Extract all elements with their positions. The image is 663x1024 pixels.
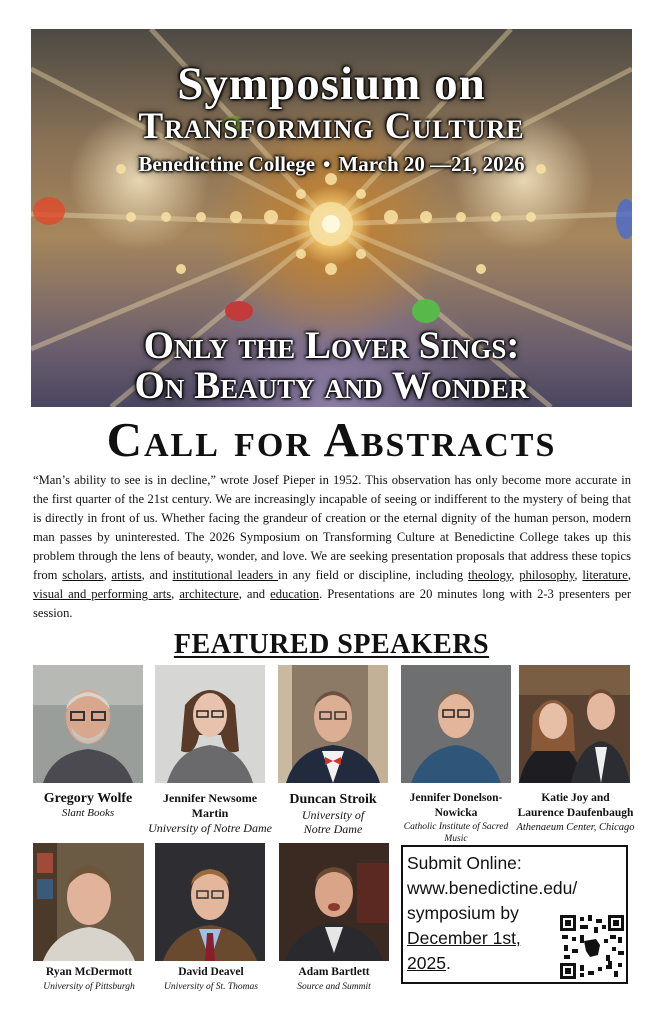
speaker-card-jennifer-newsome-martin	[140, 791, 280, 835]
speaker-card-adam-bartlett	[276, 965, 392, 994]
speaker-name: Katie Joy and Laurence Daufenbaugh	[517, 792, 634, 819]
topic-institutional-leaders: institutional leaders	[172, 568, 278, 582]
event-dates: March 20 —21, 2026	[338, 152, 525, 176]
topic-theology: theology	[468, 568, 512, 582]
symposium-title-line2: Transforming Culture	[138, 106, 525, 147]
speaker-affiliation: University of Notre Dame	[301, 808, 365, 836]
host-and-dates	[31, 151, 632, 177]
featured-speakers-heading	[31, 628, 632, 662]
qr-code[interactable]	[560, 915, 624, 979]
speaker-photo-duncan-stroik	[278, 665, 388, 783]
speaker-card-gregory-wolfe	[30, 791, 146, 820]
symposium-title-line1: Symposium on	[177, 58, 486, 110]
speaker-photo-adam-bartlett	[279, 843, 389, 961]
speaker-photo-daufenbaugh	[519, 665, 630, 783]
speaker-affiliation: Source and Summit	[297, 982, 371, 992]
speaker-affiliation: University of Notre Dame	[148, 821, 272, 835]
topic-artists: artists	[111, 568, 142, 582]
speaker-name: Duncan Stroik	[289, 792, 377, 807]
speaker-photo-david-deavel	[155, 843, 265, 961]
intro-text-2: in any field or discipline, including	[277, 568, 469, 582]
deadline-period: .	[445, 953, 451, 973]
theme-line1: Only the Lover Sings:	[143, 324, 520, 367]
submission-url-path: symposium by	[407, 903, 519, 923]
speaker-name: Gregory Wolfe	[43, 791, 133, 806]
intro-comma: ,	[627, 568, 631, 582]
intro-and: , and	[141, 568, 173, 582]
topic-education: education	[270, 587, 320, 601]
qr-code-graphic	[560, 915, 624, 979]
speaker-card-david-deavel	[150, 965, 272, 994]
speaker-photo-jennifer-newsome-martin	[155, 665, 265, 783]
submission-url[interactable]: www.benedictine.edu/	[407, 878, 578, 898]
intro-comma: ,	[171, 587, 180, 601]
submit-heading: Submit Online:	[407, 853, 522, 873]
hero-banner	[31, 29, 632, 407]
speaker-name: David Deavel	[178, 966, 244, 978]
speaker-affiliation: Slant Books	[61, 807, 115, 819]
theme-line2: On Beauty and Wonder	[134, 364, 529, 407]
deadline-year: 2025	[407, 953, 446, 973]
intro-text-3: . Presentations are 20 minutes long with 2-3 presenters per session.	[33, 587, 632, 620]
speaker-affiliation: Catholic Institute of Sacred Music	[403, 822, 509, 844]
speaker-card-daufenbaugh	[513, 791, 638, 835]
speaker-photo-ryan-mcdermott	[33, 843, 144, 961]
intro-comma: ,	[511, 568, 520, 582]
intro-paragraph	[33, 471, 631, 623]
bullet-separator: •	[323, 152, 331, 176]
speaker-name: Jennifer Donelson-Nowicka	[409, 792, 503, 819]
featured-speakers-label: FEATURED SPEAKERS	[173, 629, 490, 660]
speaker-photo-gregory-wolfe	[33, 665, 143, 783]
submit-online-box	[401, 845, 628, 984]
intro-comma: ,	[103, 568, 112, 582]
intro-and: , and	[238, 587, 271, 601]
topic-visual-arts: visual and performing arts	[33, 587, 172, 601]
topic-architecture: architecture	[179, 587, 239, 601]
speaker-name: Adam Bartlett	[298, 966, 370, 978]
host-name: Benedictine College	[138, 152, 316, 176]
speaker-card-duncan-stroik	[276, 791, 390, 836]
speaker-affiliation: University of Pittsburgh	[43, 982, 135, 992]
speaker-name: Jennifer Newsome Martin	[162, 791, 258, 820]
intro-comma: ,	[574, 568, 583, 582]
topic-literature: literature	[582, 568, 628, 582]
topic-philosophy: philosophy	[519, 568, 575, 582]
topic-scholars: scholars	[62, 568, 104, 582]
speaker-affiliation: University of St. Thomas	[164, 982, 258, 992]
intro-text-1: “Man’s ability to see is in decline,” wrote Josef Pieper in 1952. This observation has only become more accurate in the first quarter of the 21st century. We are increasingly incapable of seeing or indifferent to the mystery of being that is directly in front of us. Whether facing the grandeur of creation or the eternal dignity of the human person, modern man passes by uninterested. The 2026 Symposium on Transforming Culture at Benedictine College takes up this problem through the lens of beauty, wonder, and love. We are seeking presentation proposals that address these topics from	[33, 473, 631, 582]
speaker-card-jennifer-donelson-nowicka	[394, 791, 518, 845]
call-for-abstracts-heading: Call for Abstracts	[106, 412, 557, 467]
deadline-date: December 1st,	[407, 928, 521, 948]
speaker-affiliation: Athenaeum Center, Chicago	[516, 822, 635, 833]
speaker-photo-jennifer-donelson-nowicka	[401, 665, 511, 783]
speaker-name: Ryan McDermott	[45, 966, 133, 978]
speaker-card-ryan-mcdermott	[30, 965, 148, 994]
